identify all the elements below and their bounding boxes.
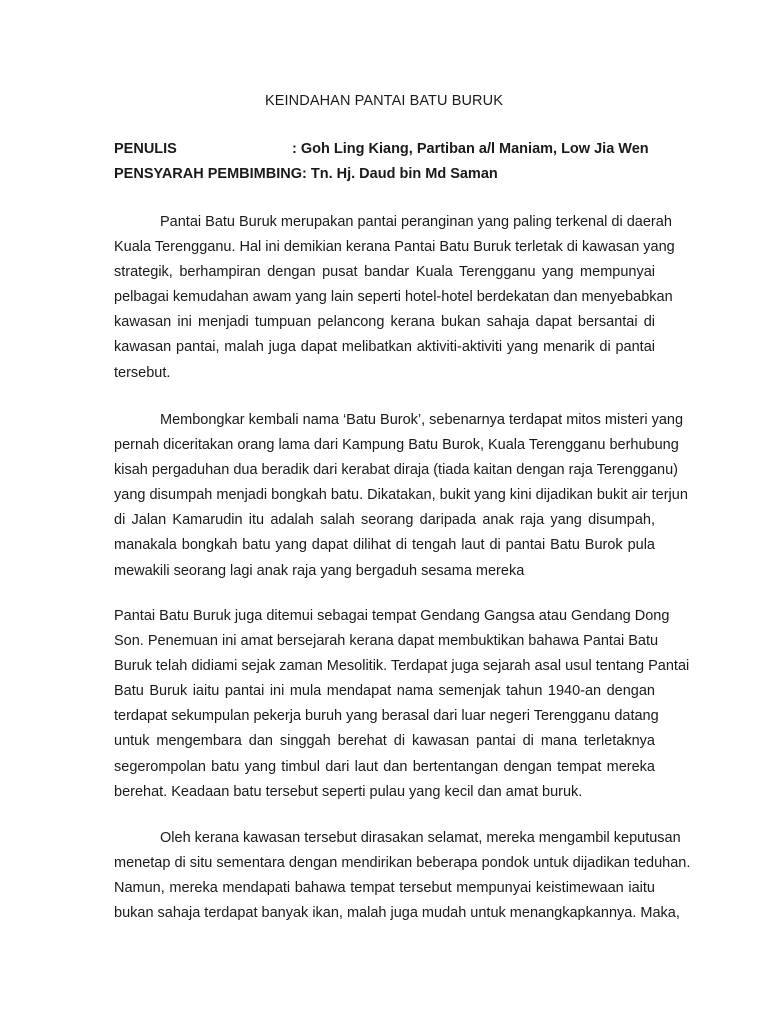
paragraph-line: berehat. Keadaan batu tersebut seperti pulau yang kecil dan amat buruk. — [114, 783, 583, 800]
supervisor-name: Tn. Hj. Daud bin Md Saman — [306, 166, 498, 182]
paragraph-line: kisah pergaduhan dua beradik dari kerabat diraja (tiada kaitan dengan raja Terengganu) — [114, 462, 679, 479]
paragraph-line: Batu Buruk iaitu pantai ini mula mendapat nama semenjak tahun 1940-an dengan — [114, 683, 655, 700]
paragraph-line: terdapat sekumpulan pekerja buruh yang berasal dari luar negeri Terengganu datang — [114, 708, 659, 725]
paragraph-line: Pantai Batu Buruk juga ditemui sebagai tempat Gendang Gangsa atau Gendang Dong — [114, 608, 670, 624]
document-title: KEINDAHAN PANTAI BATU BURUK — [265, 93, 503, 109]
paragraph-line: di Jalan Kamarudin itu adalah salah seorang daripada anak raja yang disumpah, — [114, 512, 655, 529]
paragraph-line: pernah diceritakan orang lama dari Kampung Batu Burok, Kuala Terengganu berhubung — [114, 437, 679, 454]
author-row — [114, 141, 649, 157]
paragraph-3 — [114, 604, 690, 805]
paragraph-line: bukan sahaja terdapat banyak ikan, malah juga mudah untuk menangkapkannya. Maka, — [114, 905, 680, 922]
paragraph-line: strategik, berhampiran dengan pusat bandar Kuala Terengganu yang mempunyai — [114, 264, 655, 281]
paragraph-line: kawasan pantai, malah juga dapat melibatkan aktiviti-aktiviti yang menarik di pantai — [114, 339, 655, 356]
paragraph-line: Pantai Batu Buruk merupakan pantai peranginan yang paling terkenal di daerah — [160, 214, 672, 230]
paragraph-line: manakala bongkah batu yang dapat dilihat di tengah laut di pantai Batu Burok pula — [114, 537, 655, 554]
paragraph-line: Son. Penemuan ini amat bersejarah kerana dapat membuktikan bahawa Pantai Batu — [114, 633, 659, 650]
author-label: PENULIS — [114, 141, 177, 157]
paragraph-line: untuk mengembara dan singgah berehat di kawasan pantai di mana terletaknya — [114, 733, 655, 750]
supervisor-row — [114, 166, 498, 182]
paragraph-2 — [114, 408, 688, 584]
paragraph-line: Buruk telah didiami sejak zaman Mesolitik. Terdapat juga sejarah asal usul tentang Pantai — [114, 658, 690, 675]
paragraph-line: segerompolan batu yang timbul dari laut dan bertentangan dengan tempat mereka — [114, 758, 655, 775]
paragraph-line: Membongkar kembali nama ‘Batu Burok’, sebenarnya terdapat mitos misteri yang — [160, 412, 684, 428]
supervisor-label: PENSYARAH PEMBIMBING: — [114, 166, 307, 182]
paragraph-line: yang disumpah menjadi bongkah batu. Dikatakan, bukit yang kini dijadikan bukit air terjun — [114, 487, 688, 504]
paragraph-line: Oleh kerana kawasan tersebut dirasakan selamat, mereka mengambil keputusan — [160, 830, 681, 846]
paragraph-line: tersebut. — [114, 364, 171, 381]
paragraph-line: menetap di situ sementara dengan mendirikan beberapa pondok untuk dijadikan teduhan. — [114, 855, 691, 872]
paragraph-line: Namun, mereka mendapati bahawa tempat tersebut mempunyai keistimewaan iaitu — [114, 880, 655, 897]
paragraph-line: pelbagai kemudahan awam yang lain seperti hotel-hotel berdekatan dan menyebabkan — [114, 289, 673, 306]
paragraph-line: mewakili seorang lagi anak raja yang bergaduh sesama mereka — [114, 562, 525, 579]
author-names: : Goh Ling Kiang, Partiban a/l Maniam, Low Jia Wen — [292, 141, 649, 157]
paragraph-line: kawasan ini menjadi tumpuan pelancong kerana bukan sahaja dapat bersantai di — [114, 314, 655, 331]
paragraph-line: Kuala Terengganu. Hal ini demikian kerana Pantai Batu Buruk terletak di kawasan yang — [114, 239, 675, 256]
paragraph-1 — [114, 210, 675, 386]
paragraph-4 — [114, 826, 691, 926]
